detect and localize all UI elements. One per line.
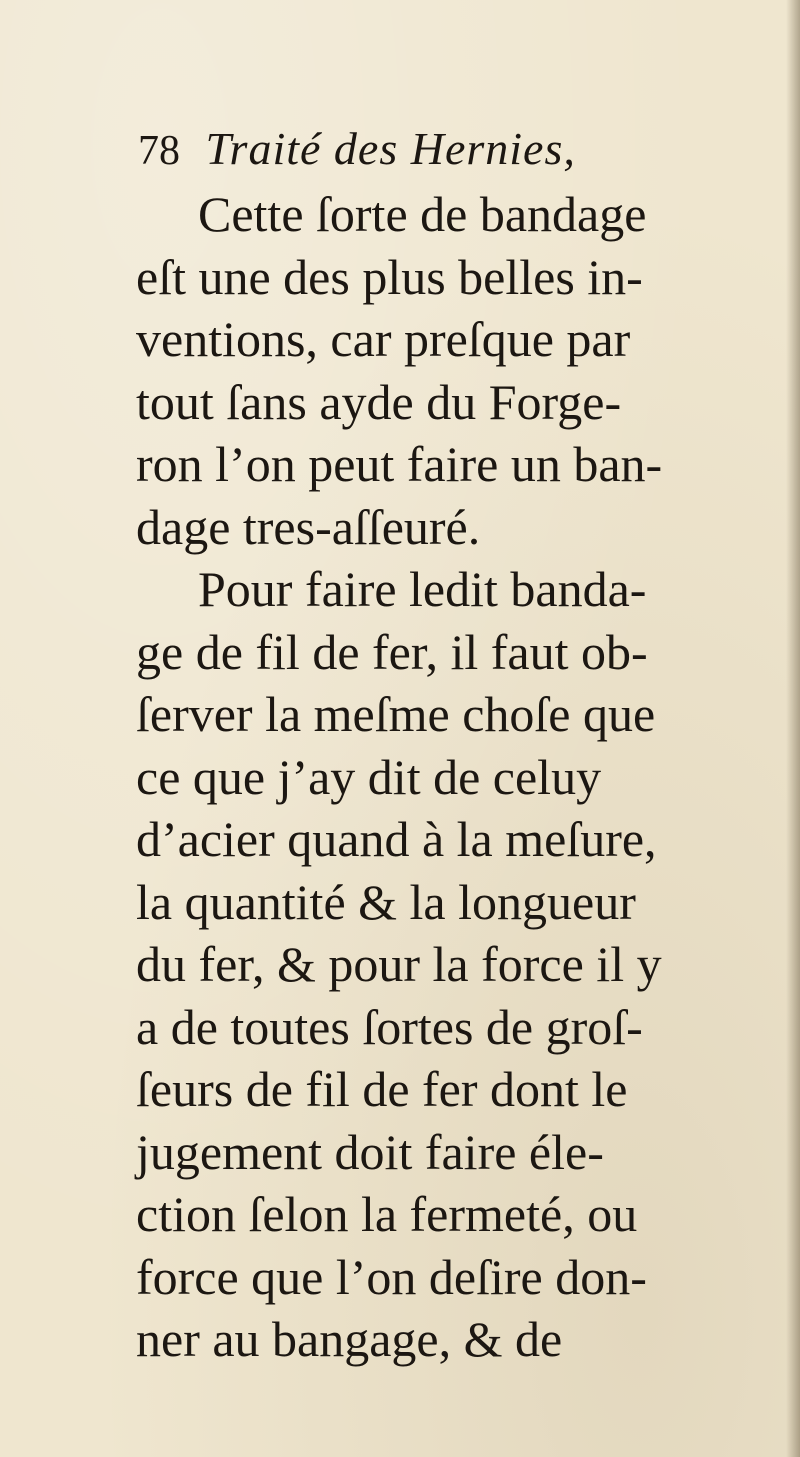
text-line: ce que j’ay dit de celuy: [136, 748, 602, 805]
text-line: la quantité & la longueur: [136, 873, 636, 930]
text-line: d’acier quand à la meſure,: [136, 811, 657, 867]
page-number: 78: [138, 128, 180, 174]
text-line: jugement doit faire éle-: [136, 1123, 604, 1180]
text-line: du fer, & pour la force il y: [136, 936, 662, 992]
text-line: ron l’on peut faire un ban-: [136, 436, 663, 492]
text-line: ſerver la meſme choſe que: [136, 686, 656, 742]
text-line: dage tres-aſſeuré.: [136, 498, 481, 555]
text-line: ction ſelon la fermeté, ou: [136, 1186, 638, 1242]
running-title: Traité des Hernies,: [205, 123, 576, 174]
text-line: ventions, car preſque par: [136, 311, 631, 367]
body-text: [136, 183, 696, 1371]
text-line: Pour faire ledit banda-: [198, 561, 647, 617]
text-line: a de toutes ſortes de groſ-: [136, 998, 643, 1055]
text-line: tout ſans ayde du Forge-: [136, 373, 622, 430]
page-edge-shadow: [786, 0, 800, 1457]
text-line: Cette ſorte de bandage: [198, 186, 647, 242]
text-line: eſt une des plus belles in-: [136, 248, 643, 305]
page-header: [138, 122, 576, 175]
text-line: ge de fil de fer, il faut ob-: [136, 623, 648, 680]
text-line: ner au bangage, & de: [136, 1311, 563, 1367]
text-line: ſeurs de fil de fer dont le: [136, 1061, 628, 1117]
text-line: force que l’on deſire don-: [136, 1248, 647, 1305]
